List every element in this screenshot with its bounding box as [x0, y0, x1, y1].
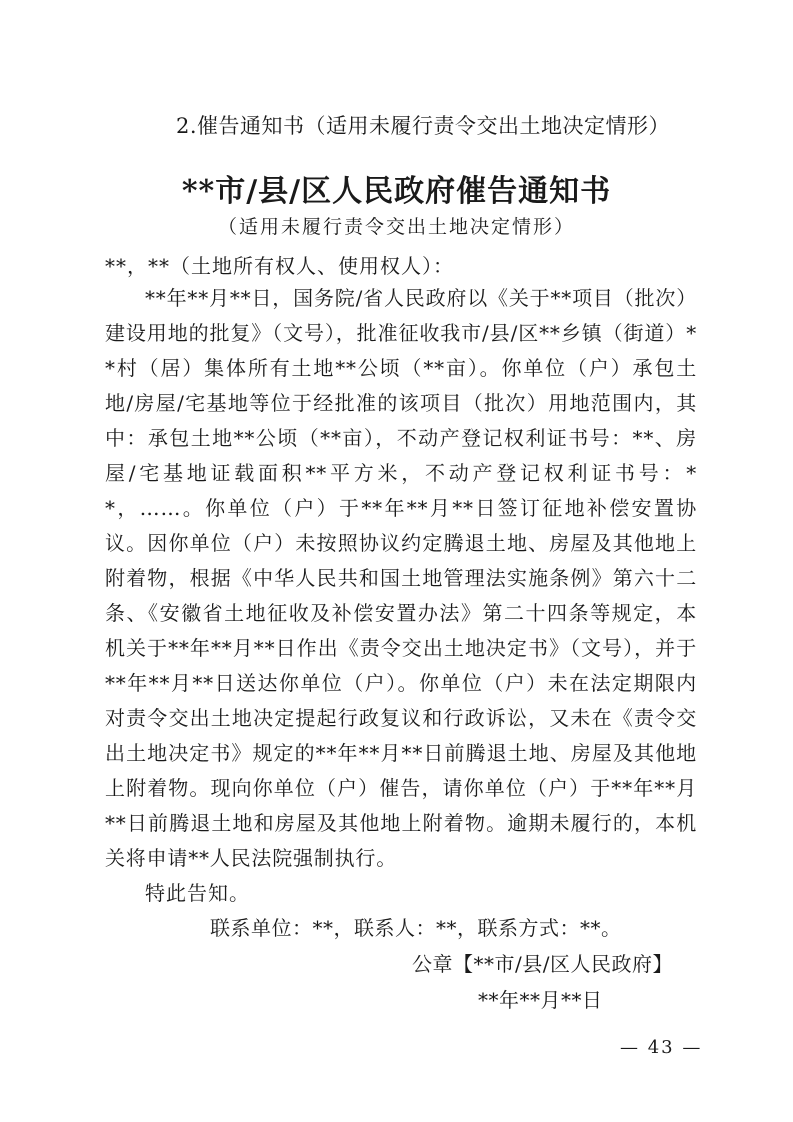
official-seal-line: 公章【**市/县/区人民政府】 [412, 952, 673, 976]
page-number: — 43 — [620, 1037, 703, 1058]
addressee: **，**（土地所有权人、使用权人）： [105, 254, 454, 278]
issue-date: **年**月**日 [478, 988, 603, 1012]
body-paragraph: **年**月**日，国务院/省人民政府以《关于**项目（批次）建设用地的批复》（文号），批准征收我市/县/区**乡镇（街道）**村（居）集体所有土地**公顷（**亩）。你单位（户）承包土地/房屋/宅基地等位于经批准的该项目（批次）用地范围内，其中：承包土地**公顷（**亩），不动产登记权利证书号：**、房屋/宅基地证载面积**平方米，不动产登记权利证书号：**，……。你单位（户）于**年**月**日签订征地补偿安置协议。因你单位（户）未按照协议约定腾退土地、房屋及其他地上附着物，根据《中华人民共和国土地管理法实施条例》第六十二条、《安徽省土地征收及补偿安置办法》第二十四条等规定，本机关于**年**月**日作出《责令交出土地决定书》（文号），并于**年**月**日送达你单位（户）。你单位（户）未在法定期限内对责令交出土地决定提起行政复议和行政诉讼，又未在《责令交出土地决定书》规定的**年**月**日前腾退土地、房屋及其他地上附着物。现向你单位（户）催告，请你单位（户）于**年**月**日前腾退土地和房屋及其他地上附着物。逾期未履行的，本机关将申请**人民法院强制执行。 [105, 286, 697, 870]
contact-info: 联系单位：**，联系人：**，联系方式：**。 [210, 916, 622, 940]
document-subtitle: （适用未履行责令交出土地决定情形） [217, 216, 575, 238]
document-title: **市/县/区人民政府催告通知书 [181, 174, 612, 209]
section-heading: 2.催告通知书（适用未履行责令交出土地决定情形） [176, 114, 671, 138]
closing-line: 特此告知。 [145, 881, 250, 905]
